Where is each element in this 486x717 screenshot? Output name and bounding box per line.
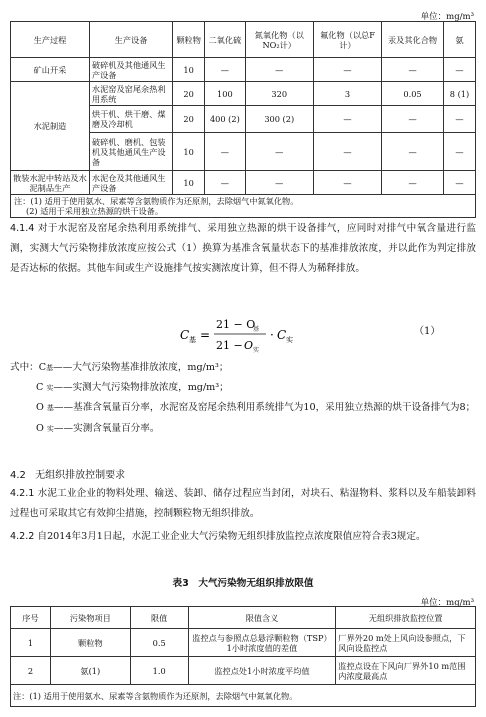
table-header-row xyxy=(11,22,476,58)
def-subscript: 基 xyxy=(46,364,54,372)
value-cell: — xyxy=(205,133,246,171)
col-mercury: 汞及其化合物 xyxy=(382,22,444,58)
def-subscript: 基 xyxy=(46,404,54,413)
cell-location: 监控点设在下风向厂界外10 m范围内浓度最高点 xyxy=(336,657,476,685)
def-text: ——实测含氧量百分率。 xyxy=(53,422,160,434)
section-4-2-2 xyxy=(10,527,476,547)
section-4-2-1 xyxy=(10,484,476,524)
col-limit: 限值 xyxy=(130,607,188,629)
value-cell: 10 xyxy=(173,171,205,195)
def-text: ——基准含氧量百分率，水泥窑及窑尾余热利用系统排气为10，采用独立热源的烘干设备排气为8； xyxy=(53,402,476,414)
value-cell: 20 xyxy=(173,82,205,106)
table-row xyxy=(11,171,476,195)
equipment-cell: 烘干机、烘干磨、煤磨及冷却机 xyxy=(89,106,172,133)
svg-text:C: C xyxy=(180,328,190,342)
value-cell: — xyxy=(313,133,381,171)
value-cell: — xyxy=(382,58,444,82)
value-cell: 0.05 xyxy=(382,82,444,106)
equipment-cell: 破碎机及其他通风生产设备 xyxy=(89,58,172,82)
table-row xyxy=(11,58,476,82)
def-text: ——实测大气污染物排放浓度，mg/m³； xyxy=(53,382,229,394)
svg-text:实: 实 xyxy=(286,336,293,344)
section-text: 自2014年3月1日起，水泥工业企业大气污染物无组织排放监控点浓度限值应符合表3规定。 xyxy=(37,531,426,542)
process-cell: 矿山开采 xyxy=(11,58,90,82)
svg-text:基: 基 xyxy=(189,336,196,344)
col-nox: 氮氧化物（以NO₂计） xyxy=(245,22,313,58)
def-subscript: 实 xyxy=(46,384,54,393)
value-cell: — xyxy=(382,106,444,133)
value-cell: 10 xyxy=(173,58,205,82)
section-heading-4-2 xyxy=(10,466,125,481)
table-row xyxy=(11,629,476,657)
where-block xyxy=(10,358,476,439)
value-cell: — xyxy=(443,171,475,195)
equipment-cell: 水泥窑及窑尾余热利用系统 xyxy=(89,82,172,106)
col-fluoride: 氟化物（以总F计） xyxy=(313,22,381,58)
equation xyxy=(180,313,340,357)
def-c-meas: C 实——实测大气污染物排放浓度，mg/m³； xyxy=(36,382,229,394)
value-cell: — xyxy=(205,171,246,195)
cell-limit: 1.0 xyxy=(130,657,188,685)
value-cell: — xyxy=(245,171,313,195)
svg-text:·: · xyxy=(270,328,274,342)
equipment-cell: 水泥仓及其他通风生产设备 xyxy=(89,171,172,195)
section-number: 4.1.4 xyxy=(10,223,35,234)
value-cell: — xyxy=(313,58,381,82)
col-so2: 二氧化硫 xyxy=(205,22,246,58)
fugitive-limits-table xyxy=(10,606,476,707)
value-cell: — xyxy=(443,58,475,82)
section-number: 4.2.2 xyxy=(10,531,35,542)
svg-text:基: 基 xyxy=(253,326,260,333)
table-note: (2) 适用于采用独立热源的烘干设备。 xyxy=(26,206,164,216)
value-cell: 400 (2) xyxy=(205,106,246,133)
value-cell: 8 (1) xyxy=(443,82,475,106)
cell-no: 1 xyxy=(11,629,51,657)
svg-text:21 − O: 21 − O xyxy=(216,318,256,331)
value-cell: — xyxy=(382,171,444,195)
def-o-meas: O 实——实测含氧量百分率。 xyxy=(36,422,160,434)
equipment-cell: 破碎机、磨机、包装机及其他通风生产设备 xyxy=(89,133,172,171)
table-row xyxy=(11,82,476,106)
value-cell: — xyxy=(313,171,381,195)
svg-text:C: C xyxy=(277,328,287,342)
process-cell: 水泥制造 xyxy=(11,82,90,171)
col-item: 污染物项目 xyxy=(50,607,130,629)
table2-unit: 单位：mg/m³ xyxy=(420,12,474,22)
section-text: 对于水泥窑及窑尾余热利用系统排气、采用独立热源的烘干设备排气，应同时对排气中氧含量进行监测，实测大气污染物排放浓度应按公式（1）换算为基准含氧量状态下的基准排放浓度，并以此作为判定排放是否达标的依据。其他车间或生产设施排气按实测浓度计算，但不得人为稀释排放。 xyxy=(10,223,477,275)
svg-text:21 −: 21 − xyxy=(216,339,243,352)
def-text: ——大气污染物基准排放浓度，mg/m³； xyxy=(53,362,229,373)
value-cell: 20 xyxy=(173,106,205,133)
svg-text:O: O xyxy=(244,339,254,352)
section-number: 4.2 xyxy=(10,470,26,481)
col-meaning: 限值含义 xyxy=(188,607,336,629)
table-note: 注：(1) 适用于使用氨水、尿素等含氨物质作为还原剂，去除烟气中氮氧化物。 xyxy=(14,196,299,206)
section-number: 4.2.1 xyxy=(10,488,35,499)
equation-number: （1） xyxy=(414,326,441,337)
value-cell: 320 xyxy=(245,82,313,106)
value-cell: — xyxy=(382,133,444,171)
svg-text:实: 实 xyxy=(253,347,260,354)
cell-location: 厂界外20 m处上风向设参照点，下风向设监控点 xyxy=(336,629,476,657)
value-cell: — xyxy=(245,133,313,171)
value-cell: — xyxy=(443,106,475,133)
table-header-row xyxy=(11,607,476,629)
table3-caption: 表3 大气污染物无组织排放限值 xyxy=(172,578,314,589)
col-location: 无组织排放监控位置 xyxy=(336,607,476,629)
emission-limits-table xyxy=(10,21,476,218)
value-cell: 300 (2) xyxy=(245,106,313,133)
cell-meaning: 监控点与参照点总悬浮颗粒物（TSP）1小时浓度值的差值 xyxy=(188,629,336,657)
table-note: 注：(1) 适用于使用氨水、尿素等含氨物质作为还原剂，去除烟气中氮氧化物。 xyxy=(11,685,476,707)
section-text: 水泥工业企业的物料处理、输送、装卸、储存过程应当封闭，对块石、粘湿物料、浆料以及车船装卸料过程也可采取其它有效抑尘措施，控制颗粒物无组织排放。 xyxy=(10,488,476,520)
col-no: 序号 xyxy=(11,607,51,629)
table-notes-row xyxy=(11,195,476,218)
value-cell: — xyxy=(245,58,313,82)
cell-item: 氨(1) xyxy=(50,657,130,685)
section-title: 无组织排放控制要求 xyxy=(35,470,126,481)
cell-item: 颗粒物 xyxy=(50,629,130,657)
def-symbol: 式中：C xyxy=(10,362,47,373)
formula-graphic xyxy=(180,313,340,357)
value-cell: — xyxy=(313,106,381,133)
value-cell: 10 xyxy=(173,133,205,171)
def-c-base xyxy=(10,358,476,378)
section-4-1-4 xyxy=(10,219,476,280)
col-equipment: 生产设备 xyxy=(89,22,172,58)
cell-meaning: 监控点处1小时浓度平均值 xyxy=(188,657,336,685)
value-cell: — xyxy=(443,133,475,171)
cell-no: 2 xyxy=(11,657,51,685)
table-row xyxy=(11,657,476,685)
svg-text:=: = xyxy=(200,328,211,342)
col-process: 生产过程 xyxy=(11,22,90,58)
process-cell: 散装水泥中转站及水泥制品生产 xyxy=(11,171,90,195)
col-ammonia: 氨 xyxy=(443,22,475,58)
value-cell: 100 xyxy=(205,82,246,106)
value-cell: 3 xyxy=(313,82,381,106)
table3-unit: 单位：mg/m³ xyxy=(420,598,474,608)
value-cell: — xyxy=(205,58,246,82)
def-o-base: O 基——基准含氧量百分率，水泥窑及窑尾余热利用系统排气为10，采用独立热源的烘干设备排气为8； xyxy=(36,402,476,414)
cell-limit: 0.5 xyxy=(130,629,188,657)
col-pm: 颗粒物 xyxy=(173,22,205,58)
table-notes-row xyxy=(11,685,476,707)
def-subscript: 实 xyxy=(46,424,54,433)
